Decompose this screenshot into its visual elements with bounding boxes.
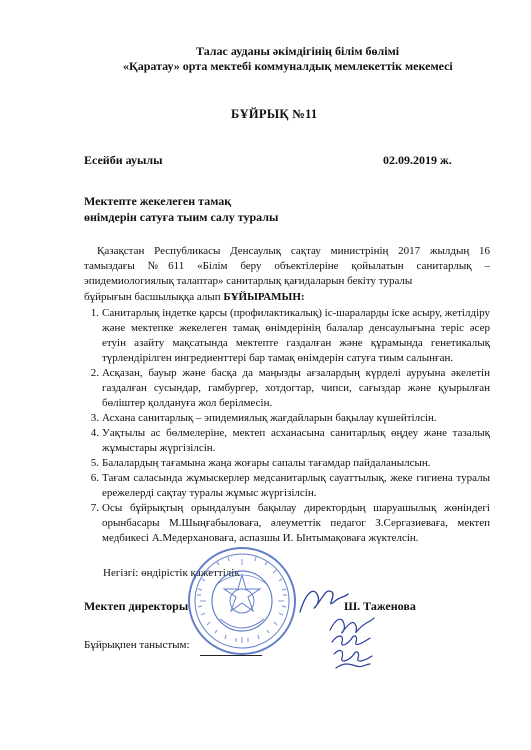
order-item-number: 6.: [90, 472, 99, 484]
org-header-line-1: Талас ауданы әкімдігінің білім бөлімі: [196, 44, 400, 58]
order-item-number: 5.: [90, 457, 99, 469]
order-item-text: Балалардың тағамына жаңа жоғары сапалы тағамдар пайдаланылсын.: [102, 457, 431, 469]
order-items: [79, 306, 490, 546]
order-item: [79, 306, 490, 366]
director-role: Мектеп директоры: [84, 599, 189, 613]
order-item: [79, 456, 490, 471]
director-name: Ш. Таженова: [344, 599, 416, 613]
preamble-paragraph: [84, 244, 490, 289]
acknowledged-line: [200, 655, 262, 656]
order-item: [79, 471, 490, 501]
order-item-number: 7.: [90, 502, 99, 514]
acknowledged-label: Бұйрықпен таныстым:: [84, 639, 190, 651]
preamble-text: Қазақстан Республикасы Денсаулық сақтау министрінің 2017 жылдың 16 тамыздағы №611 «Білім беру объектілеріне қойылатын санитарлық – эпидемиологиялық талаптар» санитарлық қағидаларын бекіту туралы: [84, 245, 490, 287]
order-item-number: 3.: [90, 412, 99, 424]
order-item: [79, 366, 490, 411]
staff-signatures: [326, 614, 378, 672]
order-item-text: Уақтылы ас бөлмелеріне, мектеп асханасына санитарлық өңдеу және тазалық жұмыстары жүргізілсін.: [102, 427, 490, 454]
order-item-number: 2.: [90, 367, 99, 379]
staff-signatures-graphic: [326, 614, 378, 672]
order-item: [79, 501, 490, 546]
official-stamp: [186, 545, 298, 657]
order-item-number: 4.: [90, 427, 99, 439]
order-basis: Негізгі: өндірістік қажеттілік: [103, 567, 240, 579]
order-item-number: 1.: [90, 307, 99, 319]
order-subject: [84, 193, 278, 225]
order-title: БҰЙРЫҚ №11: [231, 107, 318, 121]
order-item: [79, 411, 490, 426]
order-item: [79, 426, 490, 456]
order-item-text: Осы бұйрықтың орындалуын бақылау директордың шаруашылық жөніндегі орынбасары М.Шыңғабыловаға, әлеуметтік педагог З.Сергазиеваға, мектеп медбикесі А.Медерхановаға, аспазшы И. Ынтымақоваға жүктелсін.: [102, 502, 490, 544]
order-subject-line-1: Мектепте жекелеген тамақ: [84, 194, 232, 208]
order-place: Есейби ауылы: [84, 153, 163, 167]
order-item-text: Санитарлық індетке қарсы (профилактикалық) іс-шараларды іске асыру, жетілдіру және мектепке жекелеген тамақ өнімдерінің балалар денсаулығына теріс әсер етуін азайту мақсатында мектепте газдалған және құрамында генетикалық түрлендірілген ингредиенттері бар тамақ өнімдерін сатуға тиым салынған.: [102, 307, 490, 364]
order-keyword: БҰЙЫРАМЫН:: [223, 291, 305, 303]
stamp-graphic: [186, 545, 298, 657]
order-item-text: Тағам саласында жұмыскерлер медсанитарлық сауаттылық, жеке гигиена туралы ережелерді сақтау туралы жұмыс жүргізілсін.: [102, 472, 490, 499]
order-item-text: Асхана санитарлық – эпидемиялық жағдайларын бақылау күшейтілсін.: [102, 412, 437, 424]
order-items-list: [79, 306, 490, 546]
preamble-last-text: бұйрығын басшылыққа алып: [84, 291, 224, 303]
org-header-line-2: «Қаратау» орта мектебі коммуналдық мемлекеттік мекемесі: [123, 59, 453, 73]
order-item-text: Асқазан, бауыр және басқа да маңызды ағзалардың күрделі ауруына әкелетін газдалған сусындар, гамбургер, хотдогтар, чипси, сағыздар және қуырылған бөліштер қолдануға жол берілмесін.: [102, 367, 490, 409]
order-subject-line-2: өнімдерін сатуға тыим салу туралы: [84, 210, 279, 224]
preamble-last-line: [84, 290, 305, 305]
order-date: 02.09.2019 ж.: [383, 153, 452, 167]
